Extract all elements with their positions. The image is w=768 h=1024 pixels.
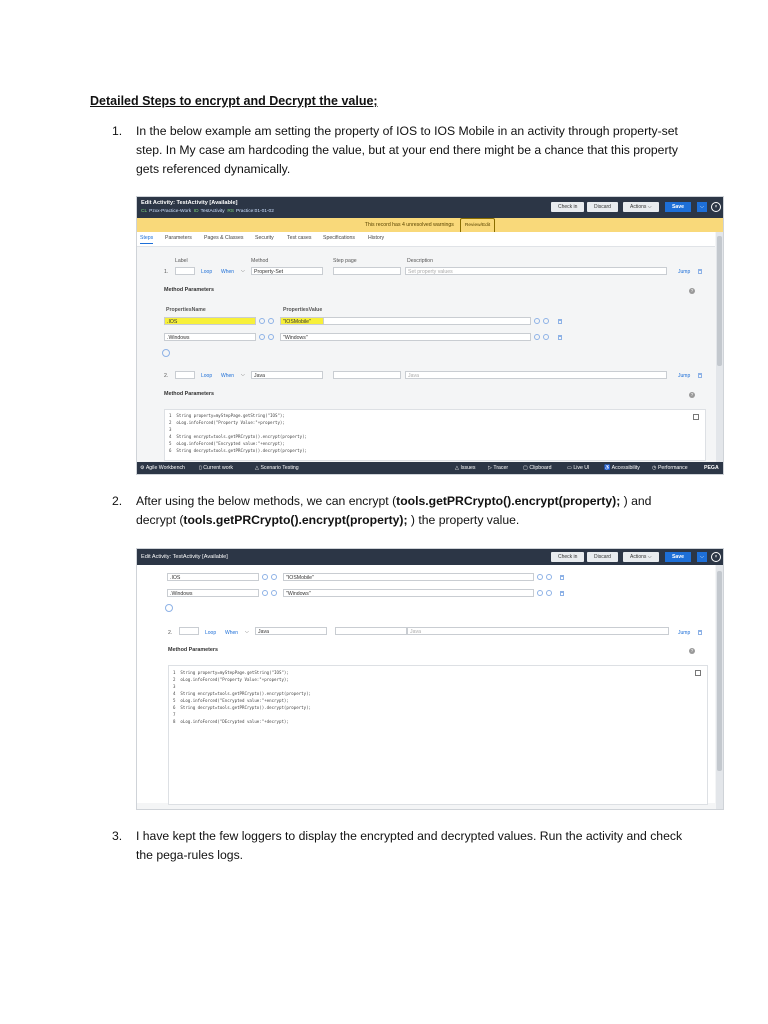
code-line: 7 <box>173 712 176 717</box>
target-icon[interactable] <box>543 318 549 324</box>
expand-icon[interactable] <box>693 414 699 420</box>
save-dropdown-button[interactable]: ⌵ <box>697 552 707 562</box>
breadcrumb: CL Pzxx-Practice-Work ID TestActivity RS Practice:01-01-02 <box>141 209 274 214</box>
properties-value-header: PropertiesValue <box>283 307 323 313</box>
actions-button[interactable]: Actions ⌵ <box>623 202 659 212</box>
when-link[interactable]: When <box>221 373 235 379</box>
chevron-down-icon[interactable]: ⌵ <box>245 629 249 635</box>
description-input[interactable]: Java <box>405 371 667 379</box>
add-row-icon[interactable] <box>165 604 173 612</box>
code-line: 8 oLog.infoForced("DEcrypted value:"+decrypt); <box>173 719 289 724</box>
performance-button[interactable]: ◷ Performance <box>652 465 688 471</box>
tab-steps[interactable]: Steps <box>140 235 153 244</box>
code-line: 1 String property=myStepPage.getString("IOS"); <box>169 413 285 418</box>
trash-icon[interactable] <box>560 591 564 596</box>
trash-icon[interactable] <box>558 319 562 324</box>
target-icon[interactable] <box>546 574 552 580</box>
property-value-input-extension[interactable] <box>323 317 531 325</box>
scrollbar[interactable] <box>716 232 723 462</box>
code-line: 2 oLog.infoForced("Property Value:"+property); <box>173 677 289 682</box>
rule-title: Edit Activity: TestActivity [Available] <box>141 554 228 560</box>
java-code-editor[interactable] <box>168 665 708 805</box>
code-line: 5 oLog.infoForced("Encrypted value:"+encrypt); <box>173 698 289 703</box>
tab-pages-classes[interactable]: Pages & Classes <box>204 235 244 241</box>
issues-button[interactable]: △ Issues <box>455 465 476 471</box>
activity-screenshot-1 <box>136 196 724 475</box>
scrollbar[interactable] <box>716 565 723 809</box>
step-row-number: 2. <box>168 630 173 636</box>
when-link[interactable]: When <box>225 630 239 636</box>
tab-security[interactable]: Security <box>255 235 274 241</box>
properties-name-header: PropertiesName <box>166 307 206 313</box>
tracer-button[interactable]: ▷ Tracer <box>488 465 509 471</box>
code-line: 1 String property=myStepPage.getString("IOS"); <box>173 670 289 675</box>
method-parameters-heading: Method Parameters <box>168 647 219 653</box>
property-name-input[interactable]: .IOS <box>167 573 259 581</box>
method-input[interactable]: Java <box>255 627 327 635</box>
step-text: After using the below methods, we can encrypt (tools.getPRCrypto().encrypt(property); ) and decrypt (tools.getPRCrypto().encrypt(property); ) the property value. <box>136 494 652 527</box>
gear-icon[interactable] <box>262 590 268 596</box>
gear-icon[interactable] <box>534 318 540 324</box>
gear-icon[interactable] <box>259 334 265 340</box>
discard-button[interactable]: Discard <box>587 552 618 562</box>
step-text: In the below example am setting the property of IOS to IOS Mobile in an activity through property-set step. In My case am hardcoding the value, but at your end there might be a chance that this property gets referenced dynamically. <box>136 124 678 176</box>
method-parameters-heading: Method Parameters <box>164 287 215 293</box>
chevron-down-icon[interactable]: ⌵ <box>241 372 245 378</box>
property-value-input[interactable]: "Windows" <box>283 589 534 597</box>
actions-button[interactable]: Actions ⌵ <box>623 552 659 562</box>
help-icon[interactable]: ? <box>690 648 694 653</box>
gear-icon[interactable] <box>259 318 265 324</box>
property-value-input[interactable]: "IOSMobile" <box>283 573 534 581</box>
document-title: Detailed Steps to encrypt and Decrypt the value; <box>90 94 378 108</box>
rule-title: Edit Activity: TestActivity [Available] <box>141 200 238 206</box>
gear-icon[interactable] <box>262 574 268 580</box>
when-link[interactable]: When <box>221 269 235 275</box>
accessibility-button[interactable]: ♿ Accessibility <box>604 465 640 471</box>
java-code-editor[interactable] <box>164 409 706 461</box>
add-row-icon[interactable] <box>162 349 170 357</box>
jump-link[interactable]: Jump <box>678 630 691 636</box>
save-button[interactable]: Save <box>665 552 691 562</box>
step-number: 1. <box>112 124 123 138</box>
close-icon[interactable]: × <box>711 552 721 562</box>
property-name-input[interactable]: .Windows <box>164 333 256 341</box>
tab-test-cases[interactable]: Test cases <box>287 235 312 241</box>
check-in-button[interactable]: Check in <box>551 552 584 562</box>
step-page-input[interactable] <box>335 627 407 635</box>
code-line: 3 <box>173 684 176 689</box>
dev-studio-footer <box>137 462 723 474</box>
step-number: 2. <box>112 494 123 508</box>
target-icon[interactable] <box>546 590 552 596</box>
column-label: Label <box>175 258 188 264</box>
rule-header <box>137 197 723 218</box>
step-row-number: 1. <box>164 269 169 275</box>
trash-icon[interactable] <box>558 335 562 340</box>
property-value-input[interactable]: "IOSMobile" <box>280 317 324 325</box>
review-edit-button[interactable]: Review/Edit <box>460 218 495 234</box>
gear-icon[interactable] <box>534 334 540 340</box>
step-text: I have kept the few loggers to display the encrypted and decrypted values. Run the activity and check the pega-rules logs. <box>136 829 683 862</box>
tab-parameters[interactable]: Parameters <box>165 235 192 241</box>
column-description: Description <box>407 258 433 264</box>
close-icon[interactable]: × <box>711 202 721 212</box>
target-icon[interactable] <box>271 574 277 580</box>
step-page-input[interactable] <box>333 267 401 275</box>
save-button[interactable]: Save <box>665 202 691 212</box>
property-value-input[interactable]: "Windows" <box>280 333 531 341</box>
tab-history[interactable]: History <box>368 235 385 241</box>
tab-specifications[interactable]: Specifications <box>323 235 356 241</box>
trash-icon[interactable] <box>698 373 702 378</box>
step-number: 3. <box>112 829 123 843</box>
scenario-testing-button[interactable]: △ Scenario Testing <box>255 465 299 471</box>
method-parameters-heading: Method Parameters <box>164 391 215 397</box>
expand-icon[interactable] <box>695 670 701 676</box>
loop-link[interactable]: Loop <box>201 373 213 379</box>
agile-workbench-button[interactable]: ⚙ Agile Workbench <box>140 465 185 471</box>
column-method: Method <box>251 258 269 264</box>
code-line: 4 String encrypt=tools.getPRCrypto().encrypt(property); <box>169 434 308 439</box>
loop-link[interactable]: Loop <box>205 630 217 636</box>
code-line: 4 String encrypt=tools.getPRCrypto().encrypt(property); <box>173 691 312 696</box>
step-row-number: 2. <box>164 373 169 379</box>
code-reference: tools.getPRCrypto().encrypt(property); <box>396 494 621 508</box>
pega-logo: PEGA <box>704 465 719 471</box>
save-dropdown-button[interactable]: ⌵ <box>697 202 707 212</box>
target-icon[interactable] <box>271 590 277 596</box>
column-step-page: Step page <box>333 258 357 264</box>
code-reference: tools.getPRCrypto().encrypt(property); <box>183 513 408 527</box>
trash-icon[interactable] <box>698 269 702 274</box>
warning-banner: This record has 4 unresolved warnings Review/Edit <box>137 218 723 232</box>
code-line: 6 String decrypt=tools.getPRCrypto().decrypt(property); <box>173 705 312 710</box>
check-in-button[interactable]: Check in <box>551 202 584 212</box>
trash-icon[interactable] <box>560 575 564 580</box>
method-input[interactable]: Java <box>251 371 323 379</box>
description-input[interactable]: Set property values <box>405 267 667 275</box>
code-line: 2 oLog.infoForced("Property Value:"+property); <box>169 420 285 425</box>
step-label-input[interactable] <box>175 371 195 379</box>
chevron-down-icon[interactable]: ⌵ <box>241 268 245 274</box>
live-ui-button[interactable]: ▭ Live UI <box>567 465 590 471</box>
jump-link[interactable]: Jump <box>678 269 691 275</box>
gear-icon[interactable] <box>537 574 543 580</box>
target-icon[interactable] <box>268 318 274 324</box>
jump-link[interactable]: Jump <box>678 373 691 379</box>
discard-button[interactable]: Discard <box>587 202 618 212</box>
rule-tabs <box>137 232 715 247</box>
trash-icon[interactable] <box>698 630 702 635</box>
step-label-input[interactable] <box>179 627 199 635</box>
activity-screenshot-2 <box>136 548 724 810</box>
rule-header <box>137 549 723 565</box>
target-icon[interactable] <box>543 334 549 340</box>
loop-link[interactable]: Loop <box>201 269 213 275</box>
code-line: 3 <box>169 427 172 432</box>
code-line: 6 String decrypt=tools.getPRCrypto().decrypt(property); <box>169 448 308 453</box>
description-input[interactable]: Java <box>407 627 669 635</box>
clipboard-button[interactable]: ▢ Clipboard <box>523 465 552 471</box>
help-icon[interactable]: ? <box>690 392 694 397</box>
gear-icon[interactable] <box>537 590 543 596</box>
step-page-input[interactable] <box>333 371 401 379</box>
property-name-input[interactable]: .IOS <box>164 317 256 325</box>
help-icon[interactable]: ? <box>690 288 694 293</box>
code-line: 5 oLog.infoForced("Encrypted value:"+encrypt); <box>169 441 285 446</box>
target-icon[interactable] <box>268 334 274 340</box>
property-name-input[interactable]: .Windows <box>167 589 259 597</box>
method-input[interactable]: Property-Set <box>251 267 323 275</box>
step-label-input[interactable] <box>175 267 195 275</box>
current-work-button[interactable]: ▯ Current work <box>199 465 233 471</box>
